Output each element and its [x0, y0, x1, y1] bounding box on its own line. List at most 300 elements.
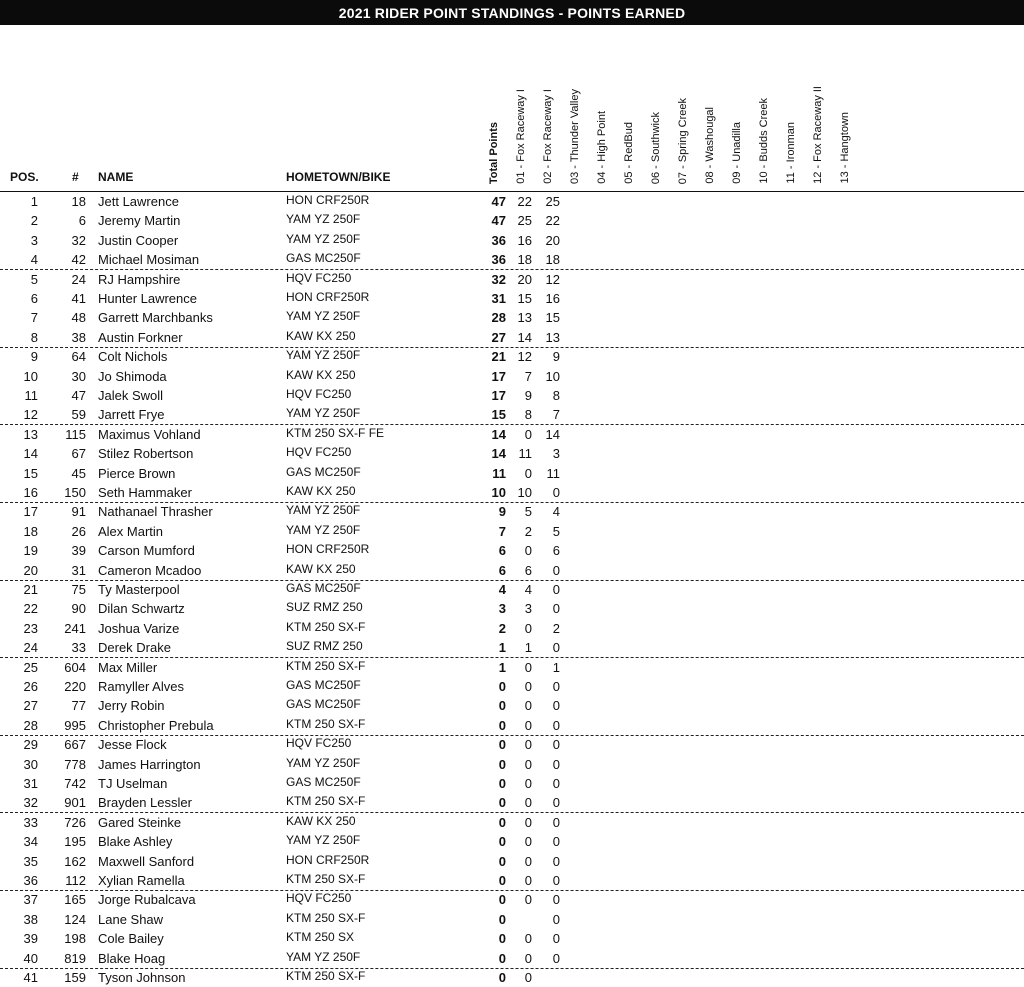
table-row: [0, 949, 1024, 969]
rider-number-cell: 742: [56, 774, 86, 793]
position-cell: 31: [6, 774, 38, 793]
total-points-cell: 28: [478, 308, 506, 327]
round-09-header: 09 - Unadilla: [731, 122, 744, 184]
rider-number-cell: 778: [56, 755, 86, 774]
round-02-points-cell: 11: [536, 464, 560, 483]
position-cell: 17: [6, 502, 38, 521]
total-points-cell: 36: [478, 231, 506, 250]
round-02-points-cell: 0: [536, 483, 560, 502]
position-cell: 13: [6, 425, 38, 444]
table-row: [0, 561, 1024, 581]
table-row: [0, 774, 1024, 793]
hometown-bike-cell: HON CRF250R: [286, 289, 369, 308]
position-cell: 21: [6, 580, 38, 599]
round-02-points-cell: 10: [536, 367, 560, 386]
total-points-cell: 4: [478, 580, 506, 599]
position-cell: 35: [6, 852, 38, 871]
rider-name-cell: Blake Hoag: [98, 949, 165, 968]
position-cell: 14: [6, 444, 38, 463]
hometown-bike-cell: YAM YZ 250F: [286, 502, 360, 521]
rider-number-cell: 38: [56, 328, 86, 347]
rider-name-cell: Jerry Robin: [98, 696, 164, 715]
rider-number-cell: 604: [56, 658, 86, 677]
round-02-points-cell: 0: [536, 929, 560, 948]
round-02-points-cell: 0: [536, 599, 560, 618]
rider-name-cell: Seth Hammaker: [98, 483, 192, 502]
round-02-points-cell: 7: [536, 405, 560, 424]
rider-number-cell: 31: [56, 561, 86, 580]
table-row: [0, 871, 1024, 891]
total-points-cell: 0: [478, 793, 506, 812]
round-02-points-cell: 4: [536, 502, 560, 521]
hometown-bike-cell: YAM YZ 250F: [286, 347, 360, 366]
round-07-header: 07 - Spring Creek: [677, 98, 690, 184]
hometown-bike-cell: KAW KX 250: [286, 561, 356, 580]
position-cell: 5: [6, 270, 38, 289]
hometown-bike-cell: KAW KX 250: [286, 328, 356, 347]
hometown-bike-cell: YAM YZ 250F: [286, 832, 360, 851]
hometown-bike-cell: GAS MC250F: [286, 696, 361, 715]
round-01-points-cell: 25: [508, 211, 532, 230]
position-cell: 29: [6, 735, 38, 754]
rider-name-cell: Garrett Marchbanks: [98, 308, 213, 327]
round-01-points-cell: 0: [508, 716, 532, 735]
table-row: [0, 231, 1024, 250]
rider-number-cell: 124: [56, 910, 86, 929]
round-02-points-cell: 20: [536, 231, 560, 250]
round-02-points-cell: 6: [536, 541, 560, 560]
rider-number-cell: 32: [56, 231, 86, 250]
total-points-cell: 27: [478, 328, 506, 347]
rider-name-cell: Tyson Johnson: [98, 968, 185, 987]
total-points-cell: 32: [478, 270, 506, 289]
position-cell: 9: [6, 347, 38, 366]
round-02-points-cell: 2: [536, 619, 560, 638]
round-02-points-cell: 0: [536, 813, 560, 832]
table-row: [0, 270, 1024, 289]
hometown-bike-cell: KTM 250 SX-F: [286, 793, 365, 812]
position-cell: 2: [6, 211, 38, 230]
total-points-cell: 0: [478, 832, 506, 851]
round-01-points-cell: 0: [508, 677, 532, 696]
position-cell: 6: [6, 289, 38, 308]
round-01-points-cell: 0: [508, 949, 532, 968]
round-02-points-cell: 3: [536, 444, 560, 463]
rider-number-cell: 6: [56, 211, 86, 230]
total-points-cell: 0: [478, 755, 506, 774]
table-row: [0, 696, 1024, 715]
round-01-points-cell: 0: [508, 813, 532, 832]
rider-number-cell: 45: [56, 464, 86, 483]
position-cell: 16: [6, 483, 38, 502]
rider-name-cell: James Harrington: [98, 755, 201, 774]
round-02-points-cell: 0: [536, 677, 560, 696]
table-row: [0, 793, 1024, 813]
position-cell: 26: [6, 677, 38, 696]
round-01-points-cell: 0: [508, 852, 532, 871]
hometown-bike-cell: HON CRF250R: [286, 192, 369, 211]
hometown-bike-cell: GAS MC250F: [286, 250, 361, 269]
total-points-cell: 15: [478, 405, 506, 424]
round-02-points-cell: 9: [536, 347, 560, 366]
round-01-points-cell: 2: [508, 522, 532, 541]
rider-name-cell: Jarrett Frye: [98, 405, 164, 424]
table-row: [0, 580, 1024, 599]
round-01-points-cell: 16: [508, 231, 532, 250]
rider-name-cell: Christopher Prebula: [98, 716, 214, 735]
page-title: 2021 RIDER POINT STANDINGS - POINTS EARNED: [0, 0, 1024, 25]
position-cell: 34: [6, 832, 38, 851]
round-01-points-cell: [508, 910, 532, 929]
rider-name-cell: Jo Shimoda: [98, 367, 167, 386]
position-cell: 24: [6, 638, 38, 657]
hometown-bike-cell: YAM YZ 250F: [286, 949, 360, 968]
rider-number-cell: 220: [56, 677, 86, 696]
total-points-cell: 47: [478, 211, 506, 230]
hometown-bike-cell: KTM 250 SX-F: [286, 716, 365, 735]
rider-name-cell: Maxwell Sanford: [98, 852, 194, 871]
table-row: [0, 677, 1024, 696]
hometown-bike-cell: SUZ RMZ 250: [286, 599, 363, 618]
total-points-cell: 17: [478, 386, 506, 405]
rider-name-cell: TJ Uselman: [98, 774, 167, 793]
round-02-points-cell: 0: [536, 793, 560, 812]
rider-number-cell: 64: [56, 347, 86, 366]
total-points-cell: 0: [478, 677, 506, 696]
round-08-header: 08 - Washougal: [704, 107, 717, 184]
rider-number-cell: 75: [56, 580, 86, 599]
hometown-bike-cell: HQV FC250: [286, 270, 351, 289]
round-03-header: 03 - Thunder Valley: [569, 89, 582, 184]
round-02-points-cell: 12: [536, 270, 560, 289]
hometown-bike-cell: HON CRF250R: [286, 541, 369, 560]
round-02-points-cell: 8: [536, 386, 560, 405]
round-01-points-cell: 0: [508, 658, 532, 677]
round-01-points-cell: 0: [508, 619, 532, 638]
rider-name-cell: Lane Shaw: [98, 910, 163, 929]
rider-number-cell: 41: [56, 289, 86, 308]
round-12-header: 12 - Fox Raceway II: [812, 86, 825, 184]
position-cell: 7: [6, 308, 38, 327]
table-row: [0, 522, 1024, 541]
table-row: [0, 658, 1024, 677]
hometown-bike-cell: HQV FC250: [286, 444, 351, 463]
table-row: [0, 386, 1024, 405]
rider-number-cell: 24: [56, 270, 86, 289]
table-row: [0, 192, 1024, 211]
total-points-cell: 2: [478, 619, 506, 638]
total-points-cell: 9: [478, 502, 506, 521]
rider-number-cell: 165: [56, 890, 86, 909]
hometown-bike-cell: HQV FC250: [286, 386, 351, 405]
rider-number-cell: 667: [56, 735, 86, 754]
rider-number-cell: 995: [56, 716, 86, 735]
table-row: [0, 599, 1024, 618]
round-01-points-cell: 5: [508, 502, 532, 521]
hometown-bike-cell: YAM YZ 250F: [286, 522, 360, 541]
total-points-cell: 47: [478, 192, 506, 211]
position-cell: 19: [6, 541, 38, 560]
rider-name-cell: Jorge Rubalcava: [98, 890, 196, 909]
rider-number-cell: 33: [56, 638, 86, 657]
rider-name-cell: Colt Nichols: [98, 347, 167, 366]
round-01-points-cell: 0: [508, 425, 532, 444]
total-points-cell: 6: [478, 541, 506, 560]
rider-name-cell: Joshua Varize: [98, 619, 179, 638]
round-05-header: 05 - RedBud: [623, 122, 636, 184]
table-row: [0, 405, 1024, 425]
round-01-points-cell: 0: [508, 774, 532, 793]
round-01-points-cell: 22: [508, 192, 532, 211]
position-cell: 10: [6, 367, 38, 386]
rider-number-cell: 150: [56, 483, 86, 502]
round-02-points-cell: 0: [536, 832, 560, 851]
hometown-bike-column-header: HOMETOWN/BIKE: [286, 170, 390, 184]
table-row: [0, 755, 1024, 774]
hometown-bike-cell: KTM 250 SX-F: [286, 910, 365, 929]
position-cell: 15: [6, 464, 38, 483]
table-row: [0, 541, 1024, 560]
total-points-cell: 1: [478, 658, 506, 677]
rider-name-cell: Alex Martin: [98, 522, 163, 541]
total-points-cell: 3: [478, 599, 506, 618]
rider-number-cell: 30: [56, 367, 86, 386]
hometown-bike-cell: KTM 250 SX-F: [286, 658, 365, 677]
rider-name-cell: Nathanael Thrasher: [98, 502, 213, 521]
total-points-cell: 31: [478, 289, 506, 308]
rider-name-cell: Hunter Lawrence: [98, 289, 197, 308]
position-cell: 33: [6, 813, 38, 832]
hometown-bike-cell: KAW KX 250: [286, 813, 356, 832]
hometown-bike-cell: KTM 250 SX-F: [286, 968, 365, 987]
rider-number-cell: 159: [56, 968, 86, 987]
position-cell: 27: [6, 696, 38, 715]
hometown-bike-cell: GAS MC250F: [286, 774, 361, 793]
table-row: [0, 890, 1024, 909]
hometown-bike-cell: SUZ RMZ 250: [286, 638, 363, 657]
rider-number-cell: 115: [56, 425, 86, 444]
table-row: [0, 968, 1024, 987]
table-row: [0, 425, 1024, 444]
hometown-bike-cell: YAM YZ 250F: [286, 211, 360, 230]
rider-number-cell: 112: [56, 871, 86, 890]
total-points-cell: 7: [478, 522, 506, 541]
table-row: [0, 483, 1024, 503]
table-row: [0, 619, 1024, 638]
table-row: [0, 716, 1024, 736]
rider-name-cell: Maximus Vohland: [98, 425, 201, 444]
rider-number-cell: 48: [56, 308, 86, 327]
total-points-cell: 0: [478, 929, 506, 948]
rider-name-cell: Austin Forkner: [98, 328, 183, 347]
hometown-bike-cell: KTM 250 SX: [286, 929, 354, 948]
round-02-points-cell: 0: [536, 696, 560, 715]
hometown-bike-cell: GAS MC250F: [286, 677, 361, 696]
total-points-cell: 0: [478, 852, 506, 871]
rider-number-cell: 59: [56, 405, 86, 424]
rider-number-cell: 198: [56, 929, 86, 948]
position-cell: 11: [6, 386, 38, 405]
round-02-points-cell: 0: [536, 774, 560, 793]
total-points-cell: 11: [478, 464, 506, 483]
rider-name-cell: Cole Bailey: [98, 929, 164, 948]
round-02-points-cell: 0: [536, 890, 560, 909]
table-row: [0, 289, 1024, 308]
rider-name-cell: Ramyller Alves: [98, 677, 184, 696]
round-02-points-cell: 0: [536, 871, 560, 890]
round-01-points-cell: 8: [508, 405, 532, 424]
rider-name-cell: Cameron Mcadoo: [98, 561, 201, 580]
round-01-points-cell: 6: [508, 561, 532, 580]
round-01-header: 01 - Fox Raceway I: [515, 89, 528, 184]
round-06-header: 06 - Southwick: [650, 112, 663, 184]
total-points-cell: 0: [478, 735, 506, 754]
round-02-points-cell: 0: [536, 716, 560, 735]
rider-number-cell: 39: [56, 541, 86, 560]
round-02-points-cell: 0: [536, 638, 560, 657]
rider-name-cell: Jesse Flock: [98, 735, 167, 754]
total-points-cell: 0: [478, 968, 506, 987]
round-01-points-cell: 0: [508, 696, 532, 715]
hometown-bike-cell: YAM YZ 250F: [286, 405, 360, 424]
round-01-points-cell: 13: [508, 308, 532, 327]
table-row: [0, 250, 1024, 270]
round-02-points-cell: 5: [536, 522, 560, 541]
round-02-points-cell: 0: [536, 735, 560, 754]
round-13-header: 13 - Hangtown: [839, 112, 852, 184]
round-01-points-cell: 15: [508, 289, 532, 308]
table-row: [0, 328, 1024, 348]
hometown-bike-cell: KTM 250 SX-F: [286, 619, 365, 638]
rider-name-cell: Max Miller: [98, 658, 157, 677]
rider-number-cell: 26: [56, 522, 86, 541]
round-11-header: 11 - Ironman: [785, 122, 798, 184]
hometown-bike-cell: YAM YZ 250F: [286, 308, 360, 327]
round-01-points-cell: 11: [508, 444, 532, 463]
position-cell: 30: [6, 755, 38, 774]
name-column-header: NAME: [98, 170, 133, 184]
position-cell: 36: [6, 871, 38, 890]
rider-name-cell: Brayden Lessler: [98, 793, 192, 812]
round-02-points-cell: 0: [536, 561, 560, 580]
rider-name-cell: Stilez Robertson: [98, 444, 193, 463]
rider-number-cell: 42: [56, 250, 86, 269]
total-points-cell: 36: [478, 250, 506, 269]
hometown-bike-cell: GAS MC250F: [286, 464, 361, 483]
table-row: [0, 444, 1024, 463]
table-row: [0, 464, 1024, 483]
position-cell: 3: [6, 231, 38, 250]
rider-number-cell: 162: [56, 852, 86, 871]
rider-name-cell: Michael Mosiman: [98, 250, 199, 269]
table-row: [0, 910, 1024, 929]
round-01-points-cell: 0: [508, 929, 532, 948]
hometown-bike-cell: GAS MC250F: [286, 580, 361, 599]
round-02-points-cell: 0: [536, 755, 560, 774]
number-column-header: #: [72, 170, 79, 184]
round-01-points-cell: 0: [508, 755, 532, 774]
rider-number-cell: 901: [56, 793, 86, 812]
total-points-cell: 10: [478, 483, 506, 502]
hometown-bike-cell: KTM 250 SX-F: [286, 871, 365, 890]
position-cell: 4: [6, 250, 38, 269]
total-points-cell: 1: [478, 638, 506, 657]
position-cell: 18: [6, 522, 38, 541]
table-row: [0, 638, 1024, 658]
rider-name-cell: Jeremy Martin: [98, 211, 180, 230]
hometown-bike-cell: YAM YZ 250F: [286, 755, 360, 774]
total-points-cell: 0: [478, 910, 506, 929]
hometown-bike-cell: YAM YZ 250F: [286, 231, 360, 250]
round-02-points-cell: 0: [536, 949, 560, 968]
pos-column-header: POS.: [10, 170, 39, 184]
position-cell: 20: [6, 561, 38, 580]
round-01-points-cell: 0: [508, 541, 532, 560]
round-02-points-cell: 1: [536, 658, 560, 677]
table-row: [0, 347, 1024, 366]
round-02-points-cell: 22: [536, 211, 560, 230]
round-10-header: 10 - Budds Creek: [758, 98, 771, 184]
hometown-bike-cell: HQV FC250: [286, 735, 351, 754]
rider-number-cell: 726: [56, 813, 86, 832]
total-points-cell: 14: [478, 444, 506, 463]
round-02-points-cell: 18: [536, 250, 560, 269]
round-01-points-cell: 3: [508, 599, 532, 618]
rider-name-cell: Carson Mumford: [98, 541, 195, 560]
position-cell: 25: [6, 658, 38, 677]
table-row: [0, 813, 1024, 832]
round-02-points-cell: 0: [536, 580, 560, 599]
round-02-points-cell: 15: [536, 308, 560, 327]
rider-name-cell: Dilan Schwartz: [98, 599, 185, 618]
total-points-cell: 0: [478, 871, 506, 890]
round-02-header: 02 - Fox Raceway I: [542, 89, 555, 184]
position-cell: 28: [6, 716, 38, 735]
round-01-points-cell: 1: [508, 638, 532, 657]
table-row: [0, 211, 1024, 230]
total-points-cell: 0: [478, 696, 506, 715]
total-points-cell: 0: [478, 890, 506, 909]
position-cell: 40: [6, 949, 38, 968]
rider-number-cell: 195: [56, 832, 86, 851]
rider-name-cell: Jalek Swoll: [98, 386, 163, 405]
rider-name-cell: Ty Masterpool: [98, 580, 180, 599]
rider-number-cell: 47: [56, 386, 86, 405]
rider-number-cell: 77: [56, 696, 86, 715]
round-01-points-cell: 0: [508, 968, 532, 987]
position-cell: 8: [6, 328, 38, 347]
rider-name-cell: Gared Steinke: [98, 813, 181, 832]
position-cell: 39: [6, 929, 38, 948]
round-01-points-cell: 18: [508, 250, 532, 269]
total-points-cell: 0: [478, 949, 506, 968]
table-row: [0, 735, 1024, 754]
round-02-points-cell: 16: [536, 289, 560, 308]
rider-number-cell: 18: [56, 192, 86, 211]
round-01-points-cell: 0: [508, 871, 532, 890]
round-04-header: 04 - High Point: [596, 111, 609, 184]
round-01-points-cell: 0: [508, 890, 532, 909]
round-02-points-cell: [536, 968, 560, 987]
rider-name-cell: Jett Lawrence: [98, 192, 179, 211]
round-01-points-cell: 4: [508, 580, 532, 599]
round-01-points-cell: 0: [508, 793, 532, 812]
total-points-cell: 0: [478, 774, 506, 793]
rider-number-cell: 819: [56, 949, 86, 968]
round-02-points-cell: 14: [536, 425, 560, 444]
rider-number-cell: 67: [56, 444, 86, 463]
round-01-points-cell: 20: [508, 270, 532, 289]
